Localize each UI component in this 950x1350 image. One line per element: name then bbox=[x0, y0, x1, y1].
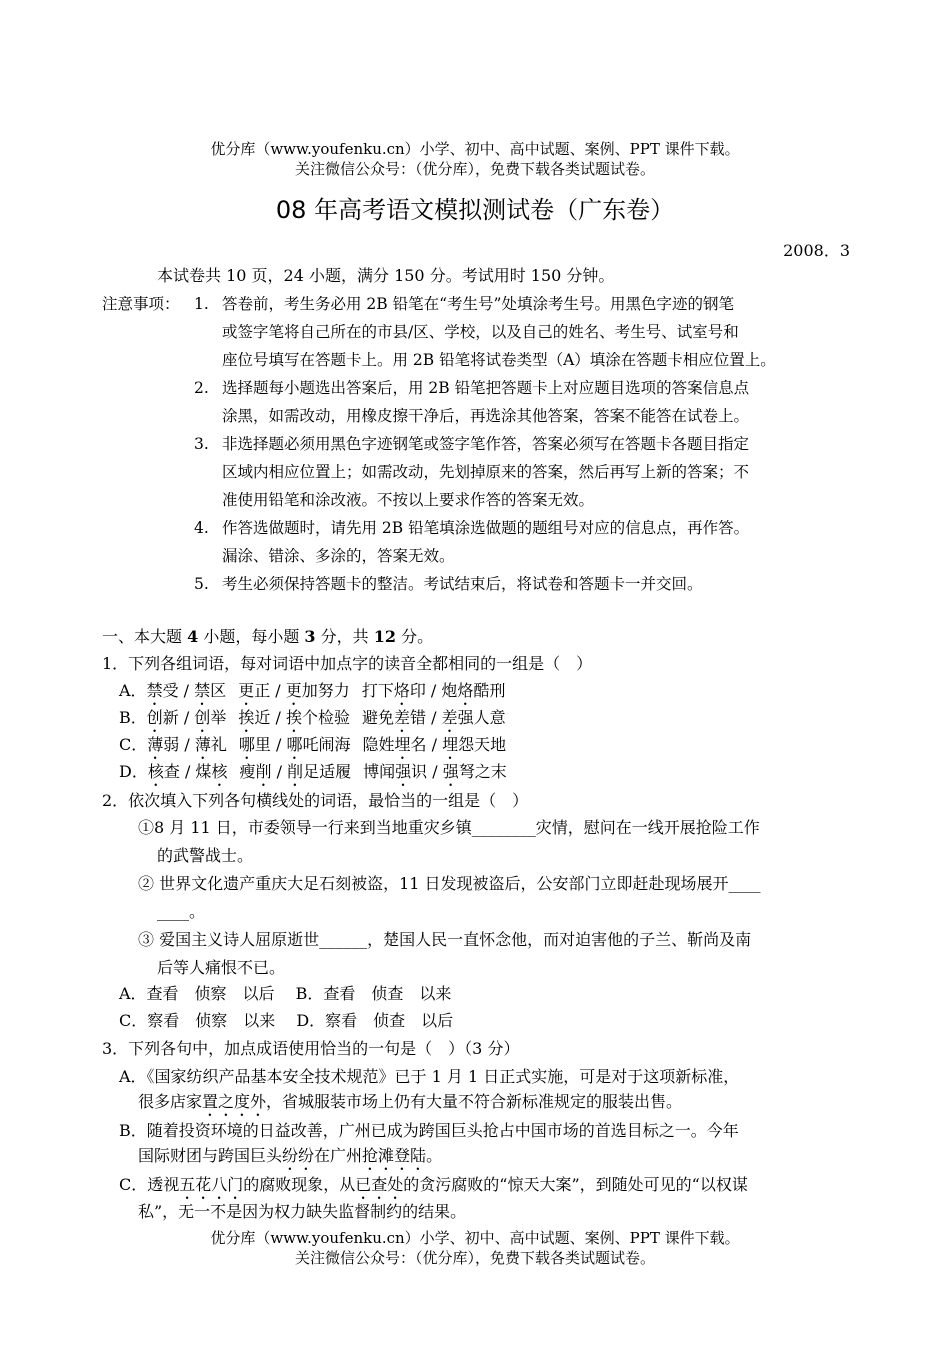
q2-stem: 2．依次填入下列各句横线处的词语，最恰当的一组是（ ） bbox=[102, 791, 529, 810]
note-1-num: 1. bbox=[194, 295, 209, 313]
footer-line-1: 优分库（www.youfenku.cn）小学、初中、高中试题、案例、PPT 课件下载。 bbox=[210, 1229, 740, 1247]
exam-intro: 本试卷共 10 页，24 小题，满分 150 分。考试用时 150 分钟。 bbox=[157, 266, 615, 285]
q2-options-ab: A．查看 侦察 以后 B．查看 侦查 以来 bbox=[119, 984, 452, 1003]
note-2-num: 2. bbox=[194, 379, 209, 397]
q3-option-b-line-2: 国际财团与跨国巨头纷纷在广州抢滩登陆。 bbox=[138, 1146, 443, 1165]
header-line-2: 关注微信公众号：（优分库），免费下载各类试题试卷。 bbox=[294, 160, 655, 178]
q2-sentence-1-line-1: ①8 月 11 日，市委领导一行来到当地重灾乡镇________灾情，慰问在一线开展抢险工作 bbox=[138, 818, 760, 837]
q2-options-cd: C．察看 侦察 以来 D．察看 侦查 以后 bbox=[119, 1011, 454, 1030]
q2-sentence-2-line-2: ____。 bbox=[157, 902, 206, 921]
page-title: 08 年高考语文模拟测试卷（广东卷） bbox=[275, 196, 675, 224]
q2-sentence-2-line-1: ② 世界文化遗产重庆大足石刻被盗，11 日发现被盗后，公安部门立即赶赴现场展开____ bbox=[138, 874, 761, 893]
header-line-1: 优分库（www.youfenku.cn）小学、初中、高中试题、案例、PPT 课件下载。 bbox=[210, 140, 740, 158]
q3-option-c-line-1: C．透视五花八门的腐败现象，从已查处的贪污腐败的“惊天大案”，到随处可见的“以权谋 bbox=[119, 1175, 748, 1194]
exam-date: 2008．3 bbox=[783, 241, 850, 260]
note-1-line-2: 或签字笔将自己所在的市县/区、学校，以及自己的姓名、考生号、试室号和 bbox=[222, 323, 739, 341]
q3-option-c-line-2: 私”，无一不是因为权力缺失监督制约的结果。 bbox=[138, 1202, 467, 1221]
q1-option-c: C．薄弱 / 薄礼 哪里 / 哪吒闹海 隐姓埋名 / 埋怨天地 bbox=[119, 735, 507, 754]
note-2-line-1: 选择题每小题选出答案后，用 2B 铅笔把答题卡上对应题目选项的答案信息点 bbox=[222, 379, 750, 397]
note-5-num: 5. bbox=[194, 575, 209, 593]
note-3-num: 3. bbox=[194, 435, 209, 453]
note-2-line-2: 涂黑，如需改动，用橡皮擦干净后，再选涂其他答案，答案不能答在试卷上。 bbox=[222, 407, 750, 425]
note-3-line-3: 准使用铅笔和涂改液。不按以上要求作答的答案无效。 bbox=[222, 491, 595, 509]
note-3-line-2: 区域内相应位置上；如需改动，先划掉原来的答案，然后再写上新的答案；不 bbox=[222, 463, 750, 481]
section-1-heading: 一、本大题 4 小题，每小题 3 分，共 12 分。 bbox=[102, 627, 434, 646]
note-4-line-1: 作答选做题时，请先用 2B 铅笔填涂选做题的题组号对应的信息点，再作答。 bbox=[222, 519, 750, 537]
note-1-line-3: 座位号填写在答题卡上。用 2B 铅笔将试卷类型（A）填涂在答题卡相应位置上。 bbox=[222, 351, 776, 369]
note-4-line-2: 漏涂、错涂、多涂的，答案无效。 bbox=[222, 547, 455, 565]
note-1-line-1: 答卷前，考生务必用 2B 铅笔在“考生号”处填涂考生号。用黑色字迹的钢笔 bbox=[222, 295, 734, 313]
q3-option-b-line-1: B．随着投资环境的日益改善，广州已成为跨国巨头抢占中国市场的首选目标之一。今年 bbox=[119, 1121, 739, 1140]
q2-sentence-3-line-2: 后等人痛恨不已。 bbox=[157, 958, 286, 977]
notes-label: 注意事项： bbox=[102, 295, 180, 313]
q1-stem: 1．下列各组词语，每对词语中加点字的读音全都相同的一组是（ ） bbox=[102, 654, 593, 673]
q3-option-a-line-1: A．《国家纺织产品基本安全技术规范》已于 1 月 1 日正式实施，可是对于这项新标准， bbox=[119, 1067, 740, 1086]
note-4-num: 4. bbox=[194, 519, 209, 537]
q3-option-a-line-2: 很多店家置之度外，省城服装市场上仍有大量不符合新标准规定的服装出售。 bbox=[138, 1092, 683, 1111]
q1-option-a: A．禁受 / 禁区 更正 / 更加努力 打下烙印 / 炮烙酷刑 bbox=[119, 681, 506, 700]
footer-line-2: 关注微信公众号：（优分库），免费下载各类试题试卷。 bbox=[294, 1249, 655, 1267]
q3-stem: 3．下列各句中，加点成语使用恰当的一句是（ ）（3 分） bbox=[102, 1039, 520, 1058]
note-3-line-1: 非选择题必须用黑色字迹钢笔或签字笔作答，答案必须写在答题卡各题目指定 bbox=[222, 435, 750, 453]
q1-option-b: B．创新 / 创举 挨近 / 挨个检验 避免差错 / 差强人意 bbox=[119, 708, 506, 727]
q2-sentence-3-line-1: ③ 爱国主义诗人屈原逝世______，楚国人民一直怀念他，而对迫害他的子兰、靳尚及南 bbox=[138, 930, 752, 949]
note-5-line-1: 考生必须保持答题卡的整洁。考试结束后，将试卷和答题卡一并交回。 bbox=[222, 575, 703, 593]
q2-sentence-1-line-2: 的武警战士。 bbox=[157, 846, 254, 865]
q1-option-d: D．核查 / 煤核 瘦削 / 削足适履 博闻强识 / 强弩之末 bbox=[119, 762, 507, 781]
